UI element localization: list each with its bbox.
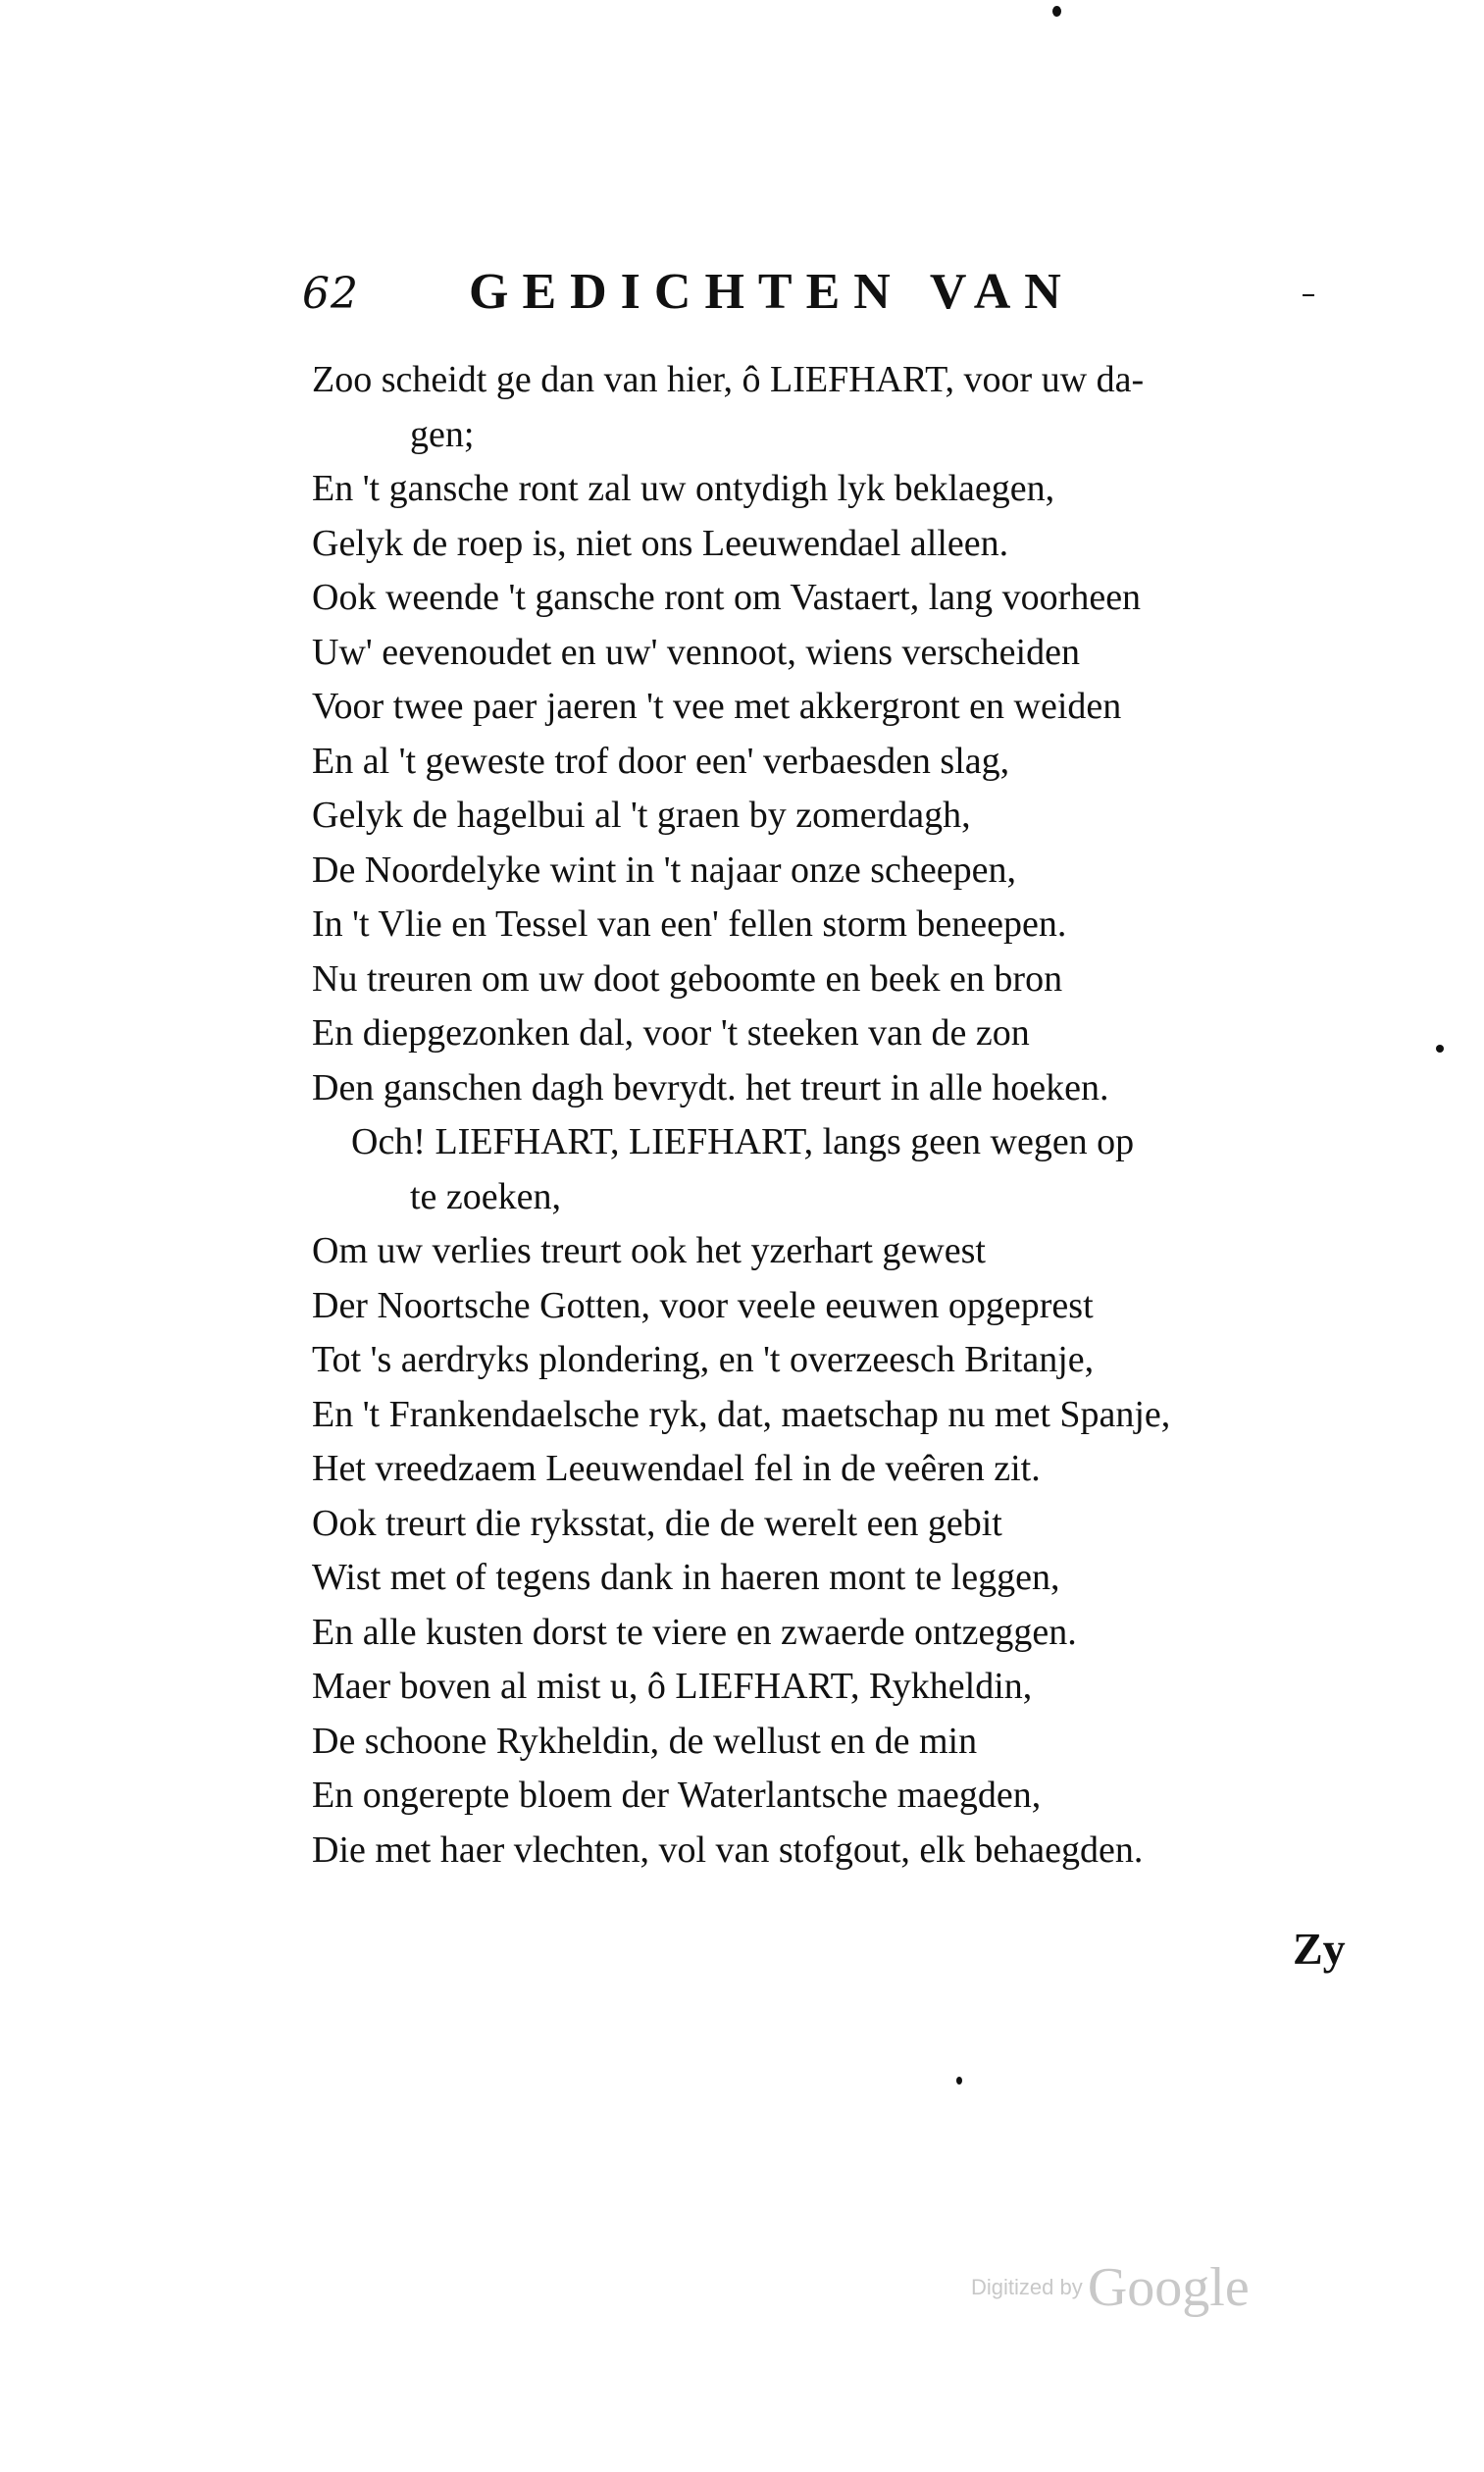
verse-line: Ook treurt die ryksstat, die de werelt een gebit (312, 1502, 1002, 1544)
verse-line: En al 't geweste trof door een' verbaesden slag, (312, 740, 1010, 782)
verse-line: Wist met of tegens dank in haeren mont te leggen, (312, 1557, 1060, 1598)
verse-line: Och! LIEFHART, LIEFHART, langs geen wegen op (351, 1121, 1135, 1162)
verse-line: Den ganschen dagh bevrydt. het treurt in alle hoeken. (312, 1066, 1109, 1108)
page-header (302, 263, 1332, 332)
verse-line: Zoo scheidt ge dan van hier, ô LIEFHART, voor uw da- (312, 359, 1145, 400)
verse-line: En ongerepte bloem der Waterlantsche maegden, (312, 1775, 1042, 1816)
poem-text (312, 353, 1371, 1878)
verse-line: Die met haer vlechten, vol van stofgout, elk behaegden. (312, 1828, 1144, 1871)
verse-line: De schoone Rykheldin, de wellust en de min (312, 1720, 978, 1762)
ink-speck (1303, 294, 1314, 296)
verse-line: En diepgezonken dal, voor 't steeken van de zon (312, 1012, 1030, 1054)
verse-line: In 't Vlie en Tessel van een' fellen storm beneepen. (312, 903, 1067, 945)
google-logo: Google (1087, 2257, 1250, 2318)
verse-line: Ook weende 't gansche ront om Vastaert, lang voorheen (312, 577, 1142, 618)
ink-speck (956, 2077, 962, 2085)
digitized-watermark (971, 2256, 1250, 2319)
verse-line-continuation: te zoeken, (410, 1175, 562, 1217)
verse-line: Om uw verlies treurt ook het yzerhart gewest (312, 1230, 986, 1271)
catchword: Zy (1293, 1924, 1346, 1974)
ink-speck (1436, 1045, 1444, 1053)
verse-line: En alle kusten dorst te viere en zwaerde ontzeggen. (312, 1611, 1077, 1653)
verse-line: Het vreedzaem Leeuwendael fel in de veêren zit. (312, 1448, 1041, 1489)
verse-line: Voor twee paer jaeren 't vee met akkergront en weiden (312, 686, 1122, 727)
verse-line: Uw' eevenoudet en uw' vennoot, wiens verscheiden (312, 631, 1080, 673)
verse-line: En 't gansche ront zal uw ontydigh lyk beklaegen, (312, 468, 1055, 509)
verse-line: En 't Frankendaelsche ryk, dat, maetschap nu met Spanje, (312, 1393, 1171, 1435)
verse-line: Tot 's aerdryks plondering, en 't overzeesch Britanje, (312, 1339, 1095, 1380)
verse-line: Der Noortsche Gotten, voor veele eeuwen opgeprest (312, 1284, 1094, 1326)
verse-line: De Noordelyke wint in 't najaar onze scheepen, (312, 849, 1017, 891)
ink-speck (1052, 6, 1061, 17)
verse-line-continuation: gen; (410, 413, 475, 455)
running-title: GEDICHTEN VAN (469, 264, 1075, 320)
digitized-by-label: Digitized by (971, 2275, 1083, 2299)
verse-line: Gelyk de hagelbui al 't graen by zomerdagh, (312, 795, 971, 836)
verse-line: Gelyk de roep is, niet ons Leeuwendael alleen. (312, 522, 1009, 564)
page-number: 62 (302, 269, 359, 319)
verse-line: Nu treuren om uw doot geboomte en beek en bron (312, 957, 1063, 1000)
verse-line: Maer boven al mist u, ô LIEFHART, Rykheldin, (312, 1666, 1033, 1707)
